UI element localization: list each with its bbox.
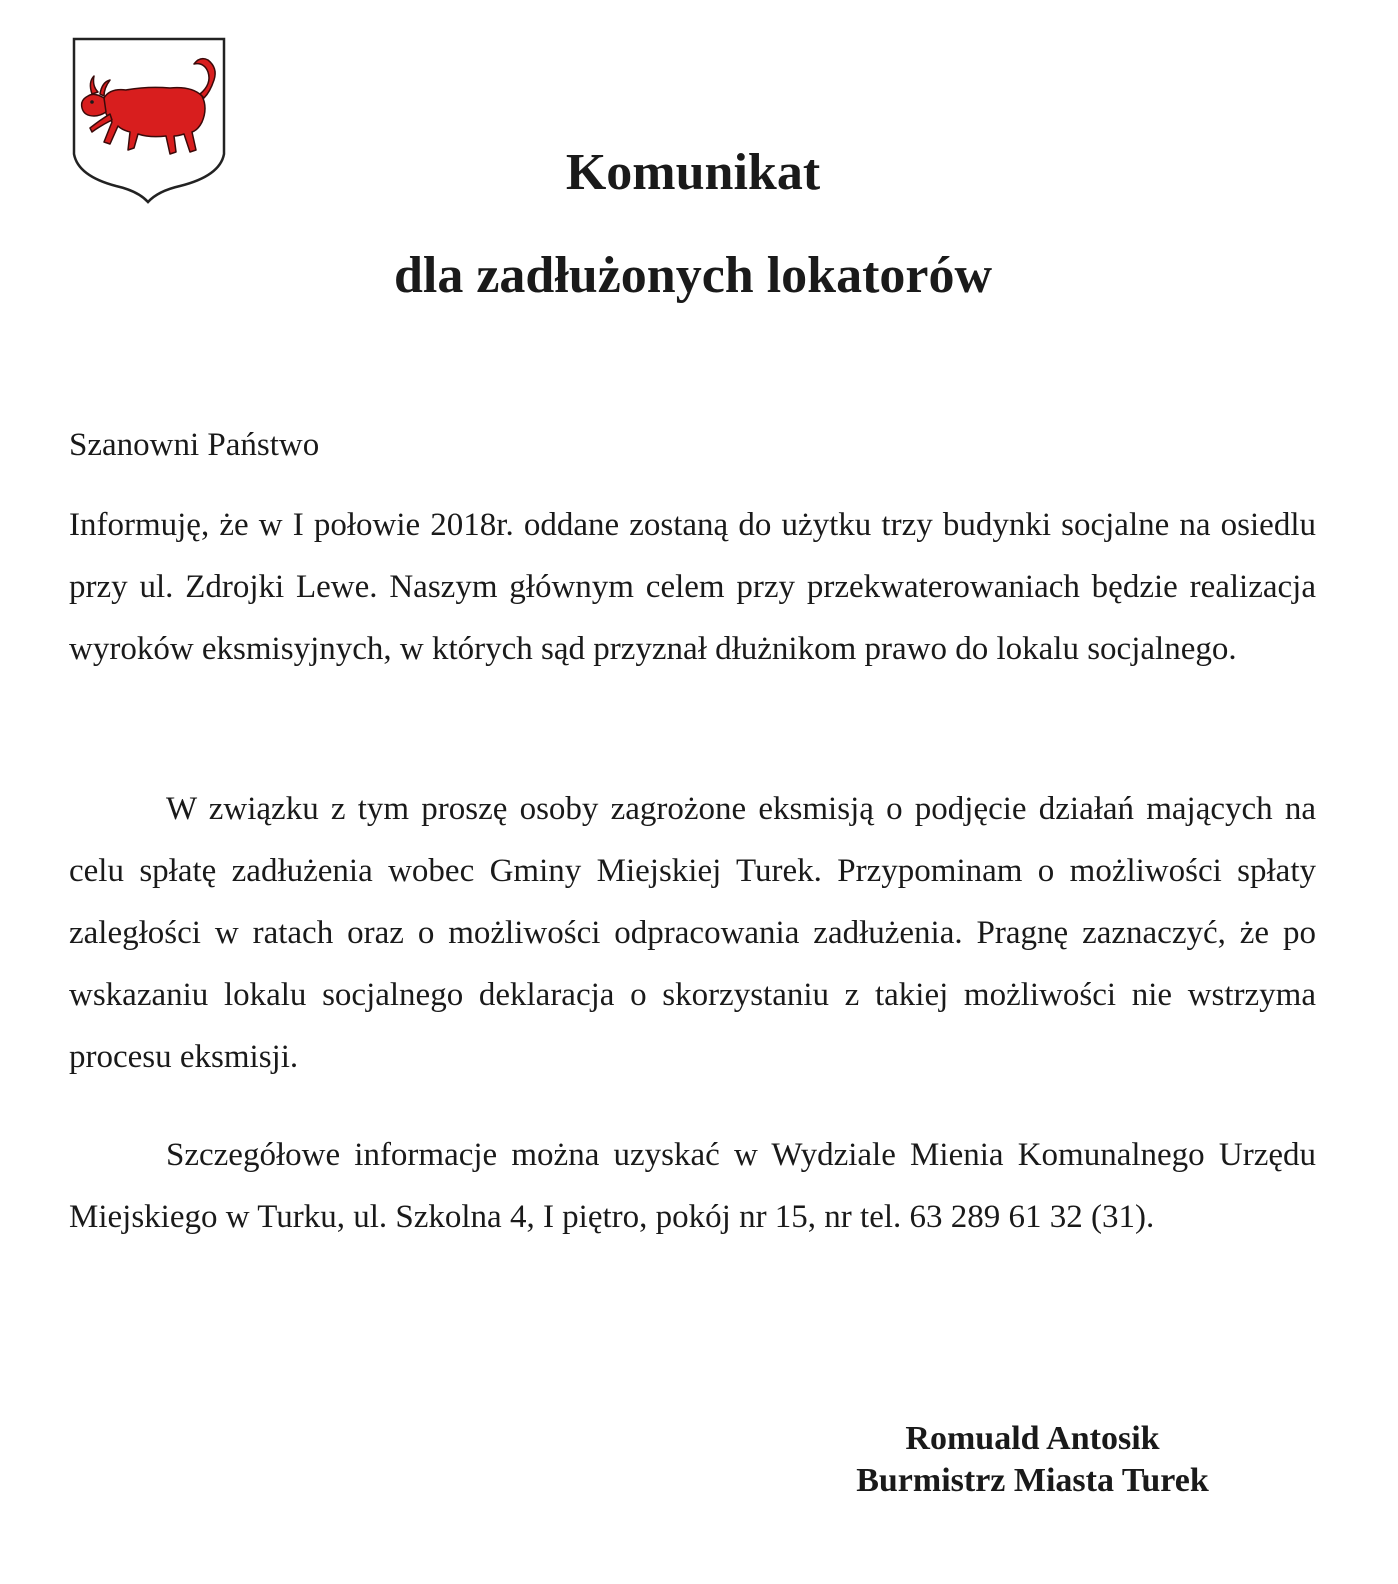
paragraph-request: W związku z tym proszę osoby zagrożone eksmisją o podjęcie działań mających na celu spłatę zadłużenia wobec Gminy Miejskiej Turek. Przypominam o możliwości spłaty zaległości w ratach oraz o możliwości odpracowania zadłużenia. Pragnę zaznaczyć, że po wskazaniu lokalu socjalnego deklaracja o skorzystaniu z takiej możliwości nie wstrzyma procesu eksmisji. [69, 791, 1316, 1075]
salutation: Szanowni Państwo [69, 427, 320, 463]
signature-block [820, 1418, 1245, 1502]
signature-name: Romuald Antosik [905, 1420, 1160, 1457]
paragraph-announcement: Informuję, że w I połowie 2018r. oddane zostaną do użytku trzy budynki socjalne na osiedlu przy ul. Zdrojki Lewe. Naszym głównym celem przy przekwaterowaniach będzie realizacja wyroków eksmisyjnych, w których sąd przyznał dłużnikom prawo do lokalu socjalnego. [69, 507, 1316, 667]
document-subtitle: dla zadłużonych lokatorów [393, 247, 993, 304]
document-title: Komunikat [565, 144, 821, 201]
paragraph-contact-info: Szczegółowe informacje można uzyskać w Wydziale Mienia Komunalnego Urzędu Miejskiego w Turku, ul. Szkolna 4, I piętro, pokój nr 15, nr tel. 63 289 61 32 (31). [69, 1137, 1316, 1235]
signature-position: Burmistrz Miasta Turek [856, 1462, 1209, 1499]
